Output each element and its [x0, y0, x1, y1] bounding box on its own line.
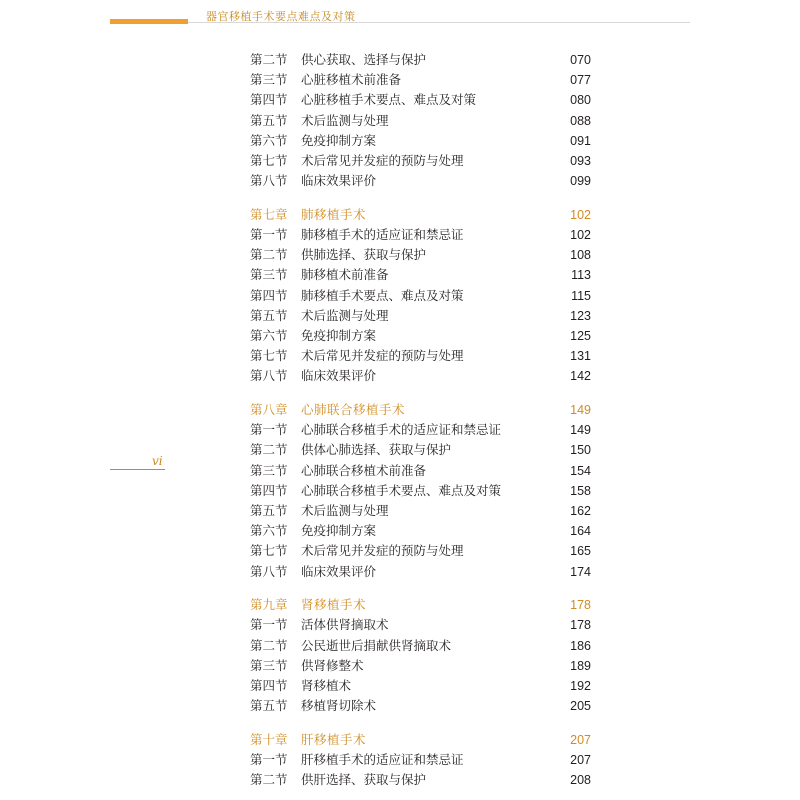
toc-entry-page: 162 [570, 503, 591, 518]
toc-entry-page: 091 [570, 133, 591, 148]
toc-section-entry[interactable] [250, 286, 595, 306]
toc-entry-label: 第五节 [250, 112, 288, 128]
header-accent-bar [110, 19, 188, 24]
toc-section-entry[interactable] [250, 461, 595, 481]
toc-section-entry[interactable] [250, 656, 595, 676]
toc-entry-label: 第一节 [250, 752, 288, 767]
toc-entry-page: 208 [570, 773, 591, 788]
toc-section-entry[interactable] [250, 696, 595, 716]
toc-entry-page: 154 [570, 463, 591, 478]
toc-entry-page: 070 [570, 53, 591, 67]
toc-entry-page: 099 [570, 174, 591, 189]
toc-entry-label: 第三节 [250, 267, 288, 283]
toc-entry-title: 心肺联合移植手术要点、难点及对策 [301, 482, 502, 498]
toc-entry-title: 术后监测与处理 [301, 307, 389, 323]
toc-entry-page: 093 [570, 153, 591, 168]
toc-entry-page: 174 [570, 564, 591, 579]
toc-entry-label: 第六节 [250, 523, 288, 539]
toc-section-entry[interactable] [250, 521, 595, 541]
toc-entry-title: 术后监测与处理 [301, 502, 389, 518]
toc-entry-page: 192 [570, 678, 591, 693]
toc-section-entry[interactable] [250, 366, 595, 386]
toc-entry-page: 142 [570, 369, 591, 384]
toc-entry-label: 第九章 [250, 597, 288, 613]
toc-entry-title: 肝移植手术 [301, 731, 367, 747]
toc-section-entry[interactable] [250, 501, 595, 521]
toc-section-entry[interactable] [250, 306, 595, 326]
toc-entry-title: 心肺联合移植手术 [301, 402, 406, 417]
toc-section-entry[interactable] [250, 750, 595, 770]
running-header-title: 器官移植手术要点难点及对策 [206, 10, 356, 23]
toc-entry-label: 第六节 [250, 327, 288, 343]
toc-entry-page: 149 [570, 423, 591, 438]
toc-entry-label: 第八节 [250, 173, 288, 189]
toc-entry-page: 189 [570, 658, 591, 673]
table-of-contents [250, 50, 595, 790]
toc-entry-page: 077 [570, 73, 591, 88]
toc-entry-label: 第四节 [250, 92, 288, 108]
toc-entry-title: 肾移植手术 [301, 597, 367, 613]
toc-entry-title: 供肺选择、获取与保护 [301, 247, 427, 263]
toc-section-entry[interactable] [250, 636, 595, 656]
toc-entry-page: 178 [570, 598, 591, 613]
toc-entry-title: 公民逝世后捐献供肾摘取术 [301, 637, 452, 653]
toc-entry-title: 肝移植手术的适应证和禁忌证 [301, 752, 464, 767]
toc-section-entry[interactable] [250, 541, 595, 561]
toc-entry-label: 第四节 [250, 482, 288, 498]
toc-entry-page: 102 [570, 207, 591, 222]
toc-entry-label: 第二节 [250, 442, 288, 458]
toc-section-entry[interactable] [250, 50, 595, 70]
toc-entry-title: 肺移植术前准备 [301, 267, 389, 283]
toc-entry-page: 205 [570, 699, 591, 714]
toc-entry-page: 108 [570, 248, 591, 263]
toc-section-entry[interactable] [250, 676, 595, 696]
toc-entry-page: 123 [570, 308, 591, 323]
toc-entry-label: 第六节 [250, 132, 288, 148]
toc-entry-title: 临床效果评价 [301, 563, 377, 579]
toc-entry-page: 207 [570, 732, 591, 747]
toc-section-entry[interactable] [250, 111, 595, 131]
toc-chapter-entry[interactable] [250, 205, 595, 225]
toc-entry-label: 第二节 [250, 52, 288, 67]
toc-entry-page: 102 [570, 228, 591, 242]
toc-section-entry[interactable] [250, 90, 595, 110]
toc-entry-label: 第一节 [250, 617, 288, 633]
toc-section-entry[interactable] [250, 615, 595, 635]
toc-entry-label: 第四节 [250, 677, 288, 693]
toc-entry-page: 150 [570, 443, 591, 458]
toc-section-entry[interactable] [250, 562, 595, 582]
toc-entry-label: 第三节 [250, 657, 288, 673]
toc-entry-title: 术后常见并发症的预防与处理 [301, 348, 464, 364]
toc-entry-page: 207 [570, 753, 591, 767]
toc-section-entry[interactable] [250, 346, 595, 366]
toc-entry-title: 肺移植手术的适应证和禁忌证 [301, 227, 464, 242]
toc-entry-page: 088 [570, 113, 591, 128]
toc-entry-page: 131 [570, 349, 591, 364]
toc-entry-title: 免疫抑制方案 [301, 327, 377, 343]
toc-entry-label: 第三节 [250, 462, 288, 478]
toc-chapter-entry[interactable] [250, 400, 595, 420]
toc-entry-page: 115 [571, 288, 591, 303]
toc-entry-label: 第七节 [250, 152, 288, 168]
toc-entry-title: 供体心肺选择、获取与保护 [301, 442, 452, 458]
toc-entry-title: 供肾修整术 [301, 657, 364, 673]
toc-section-entry[interactable] [250, 151, 595, 171]
toc-entry-title: 心脏移植术前准备 [301, 72, 402, 88]
toc-section-entry[interactable] [250, 265, 595, 285]
toc-entry-page: 158 [570, 483, 591, 498]
toc-entry-label: 第二节 [250, 247, 288, 263]
toc-entry-title: 心脏移植手术要点、难点及对策 [301, 92, 477, 108]
toc-entry-page: 125 [570, 328, 591, 343]
toc-chapter-entry[interactable] [250, 730, 595, 750]
toc-entry-title: 供心获取、选择与保护 [301, 52, 427, 67]
toc-entry-label: 第七章 [250, 206, 288, 222]
toc-entry-label: 第四节 [250, 287, 288, 303]
toc-entry-title: 术后常见并发症的预防与处理 [301, 543, 464, 559]
toc-entry-title: 术后常见并发症的预防与处理 [301, 152, 464, 168]
toc-entry-label: 第一节 [250, 227, 288, 242]
toc-section-entry[interactable] [250, 70, 595, 90]
toc-entry-title: 肾移植术 [301, 677, 352, 693]
folio-rule [110, 469, 165, 470]
toc-entry-title: 免疫抑制方案 [301, 132, 377, 148]
toc-section-entry[interactable] [250, 770, 595, 790]
toc-entry-label: 第三节 [250, 72, 288, 88]
toc-entry-title: 免疫抑制方案 [301, 523, 377, 539]
toc-entry-title: 肺移植手术 [301, 206, 367, 222]
toc-entry-label: 第七节 [250, 543, 288, 559]
toc-section-entry[interactable] [250, 326, 595, 346]
toc-entry-label: 第五节 [250, 698, 288, 714]
toc-entry-page: 178 [570, 618, 591, 633]
toc-section-entry[interactable] [250, 420, 595, 440]
toc-entry-label: 第八节 [250, 368, 288, 384]
toc-entry-title: 临床效果评价 [301, 173, 377, 189]
toc-entry-page: 149 [570, 403, 591, 417]
toc-entry-title: 术后监测与处理 [301, 112, 389, 128]
toc-entry-page: 165 [570, 544, 591, 559]
toc-chapter-entry[interactable] [250, 595, 595, 615]
toc-entry-title: 移植肾切除术 [301, 698, 377, 714]
toc-section-entry[interactable] [250, 481, 595, 501]
toc-entry-label: 第八节 [250, 563, 288, 579]
toc-entry-page: 164 [570, 524, 591, 539]
toc-entry-title: 临床效果评价 [301, 368, 377, 384]
toc-entry-label: 第七节 [250, 348, 288, 364]
toc-entry-title: 供肝选择、获取与保护 [301, 772, 427, 788]
toc-entry-label: 第十章 [250, 731, 288, 747]
toc-section-entry[interactable] [250, 245, 595, 265]
toc-section-entry[interactable] [250, 131, 595, 151]
toc-entry-title: 活体供肾摘取术 [301, 617, 389, 633]
toc-entry-title: 心肺联合移植手术的适应证和禁忌证 [301, 422, 502, 438]
toc-entry-label: 第五节 [250, 502, 288, 518]
toc-entry-label: 第五节 [250, 307, 288, 323]
toc-entry-label: 第二节 [250, 637, 288, 653]
toc-section-entry[interactable] [250, 225, 595, 245]
toc-entry-page: 080 [570, 93, 591, 108]
toc-entry-page: 113 [571, 268, 591, 283]
toc-entry-title: 心肺联合移植术前准备 [301, 462, 427, 478]
toc-section-entry[interactable] [250, 171, 595, 191]
toc-entry-page: 186 [570, 638, 591, 653]
toc-entry-label: 第一节 [250, 422, 288, 438]
page-folio: vi [152, 454, 163, 468]
toc-entry-label: 第二节 [250, 772, 288, 788]
toc-entry-label: 第八章 [250, 402, 288, 417]
toc-section-entry[interactable] [250, 440, 595, 460]
toc-entry-title: 肺移植手术要点、难点及对策 [301, 287, 464, 303]
